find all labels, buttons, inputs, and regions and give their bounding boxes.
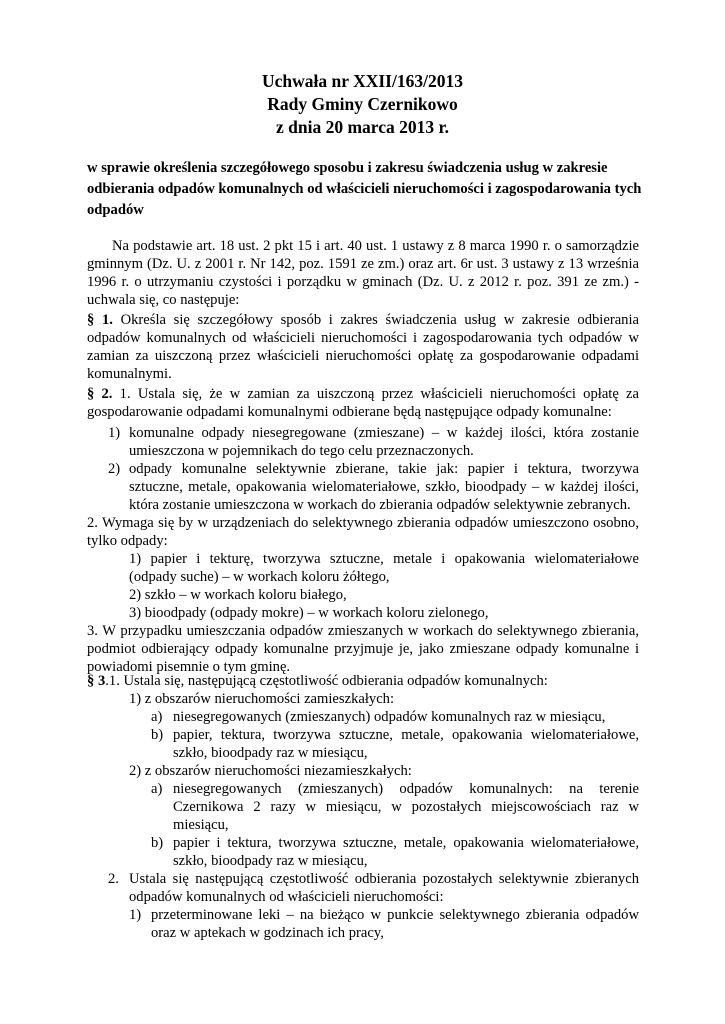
paragraph-1-text: Określa się szczegółowy sposób i zakres świadczenia usług w zakresie odbierania odpadów komunalnych od właścicieli nieruchomości i zagospodarowania tych odpadów w zamian za uiszczoną przez właścicieli nieruchomości opłatę za gospodarowanie odpadami komunalnymi. <box>87 312 639 382</box>
paragraph-3-item2b-letter: b) <box>151 835 164 851</box>
paragraph-3-section2: Ustala się następującą częstotliwość odbierania pozostałych selektywnie zbieranych odpadów komunalnych od właścicieli nieruchomości: <box>129 871 639 905</box>
resolution-subject: w sprawie określenia szczegółowego sposobu i zakresu świadczenia usług w zakresie odbierania odpadów komunalnych od właścicieli nieruchomości i zagospodarowania tych odpadów <box>87 160 642 218</box>
paragraph-3-section2-item1-number: 1) <box>129 907 142 923</box>
paragraph-3-section2-item1: przeterminowane leki – na bieżąco w punkcie selektywnego zbierania odpadów oraz w aptekach w godzinach ich pracy, <box>151 907 639 941</box>
resolution-date: z dnia 20 marca 2013 r. <box>275 117 450 137</box>
paragraph-3-item2b: papier i tektura, tworzywa sztuczne, metale, opakowania wielomateriałowe, szkło, bioodpady raz w miesiącu, <box>173 835 639 869</box>
paragraph-1-mark: § 1. <box>87 312 113 328</box>
paragraph-3-item1b-letter: b) <box>151 727 164 743</box>
paragraph-3-item2a-letter: a) <box>151 781 163 797</box>
paragraph-3-item2: 2) z obszarów nieruchomości niezamieszkałych: <box>129 763 412 779</box>
paragraph-3-section2-number: 2. <box>108 871 119 887</box>
paragraph-3-item1a: niesegregowanych (zmieszanych) odpadów komunalnych raz w miesiącu, <box>173 709 606 725</box>
paragraph-2-section2-item1: 1) papier i tekturę, tworzywa sztuczne, metale i opakowania wielomateriałowe (odpady suche) – w workach koloru żółtego, <box>129 551 639 585</box>
paragraph-2-intro <box>87 385 639 421</box>
paragraph-2-item1-number: 1) <box>108 425 121 441</box>
paragraph-2-section2-item2: 2) szkło – w workach koloru białego, <box>129 587 347 603</box>
resolution-title: Uchwała nr XXII/163/2013 <box>262 71 463 91</box>
paragraph-3-item1: 1) z obszarów nieruchomości zamieszkałych: <box>129 691 395 707</box>
paragraph-3-item2a: niesegregowanych (zmieszanych) odpadów komunalnych: na terenie Czernikowa 2 razy w miesiącu, w pozostałych miejscowościach raz w miesiącu, <box>173 781 639 833</box>
paragraph-2-mark: § 2. <box>87 386 113 402</box>
council-name: Rady Gminy Czernikowo <box>267 94 458 114</box>
paragraph-2-section2-item3: 3) bioodpady (odpady mokre) – w workach koloru zielonego, <box>129 605 489 621</box>
paragraph-2-section2: 2. Wymaga się by w urządzeniach do selektywnego zbierania odpadów umieszczono osobno, tylko odpady: <box>87 515 639 549</box>
paragraph-3-mark: § 3 <box>87 673 106 689</box>
preamble: Na podstawie art. 18 ust. 2 pkt 15 i art. 40 ust. 1 ustawy z 8 marca 1990 r. o samorządzie gminnym (Dz. U. z 2001 r. Nr 142, poz. 1591 ze zm.) oraz art. 6r ust. 3 ustawy z 13 września 1996 r. o utrzymaniu czystości i porządku w gminach (Dz. U. z 2012 r. poz. 391 ze zm.) - uchwala się, co następuje: <box>87 238 639 308</box>
paragraph-2-section3: 3. W przypadku umieszczania odpadów zmieszanych w workach do selektywnego zbierania, podmiot odbierający odpady komunalne przyjmuje je, jako zmieszane odpady komunalne i powiadomi pisemnie o tym gminę. <box>87 623 639 675</box>
paragraph-3-item1a-letter: a) <box>151 709 163 725</box>
paragraph-2-item1: komunalne odpady niesegregowane (zmieszane) – w każdej ilości, która zostanie umieszczona w pojemnikach do tego celu przeznaczonych. <box>129 425 639 459</box>
paragraph-3-intro <box>87 672 548 690</box>
paragraph-3-item1b: papier, tektura, tworzywa sztuczne, metale, opakowania wielomateriałowe, szkło, bioodpady raz w miesiącu, <box>173 727 639 761</box>
paragraph-1 <box>87 311 639 383</box>
paragraph-2-item2-number: 2) <box>108 461 121 477</box>
paragraph-2-item2: odpady komunalne selektywnie zbierane, takie jak: papier i tektura, tworzywa sztuczne, metale, opakowania wielomateriałowe, szkło, bioodpady – w każdej ilości, która zostanie umieszczona w workach do zbierania odpadów selektywnie zebranych. <box>129 461 639 513</box>
paragraph-3-intro-text: .1. Ustala się, następującą częstotliwość odbierania odpadów komunalnych: <box>105 673 548 689</box>
paragraph-2-intro-text: 1. Ustala się, że w zamian za uiszczoną przez właścicieli nieruchomości opłatę za gospodarowanie odpadami komunalnymi odbierane będą następujące odpady komunalne: <box>87 386 640 420</box>
